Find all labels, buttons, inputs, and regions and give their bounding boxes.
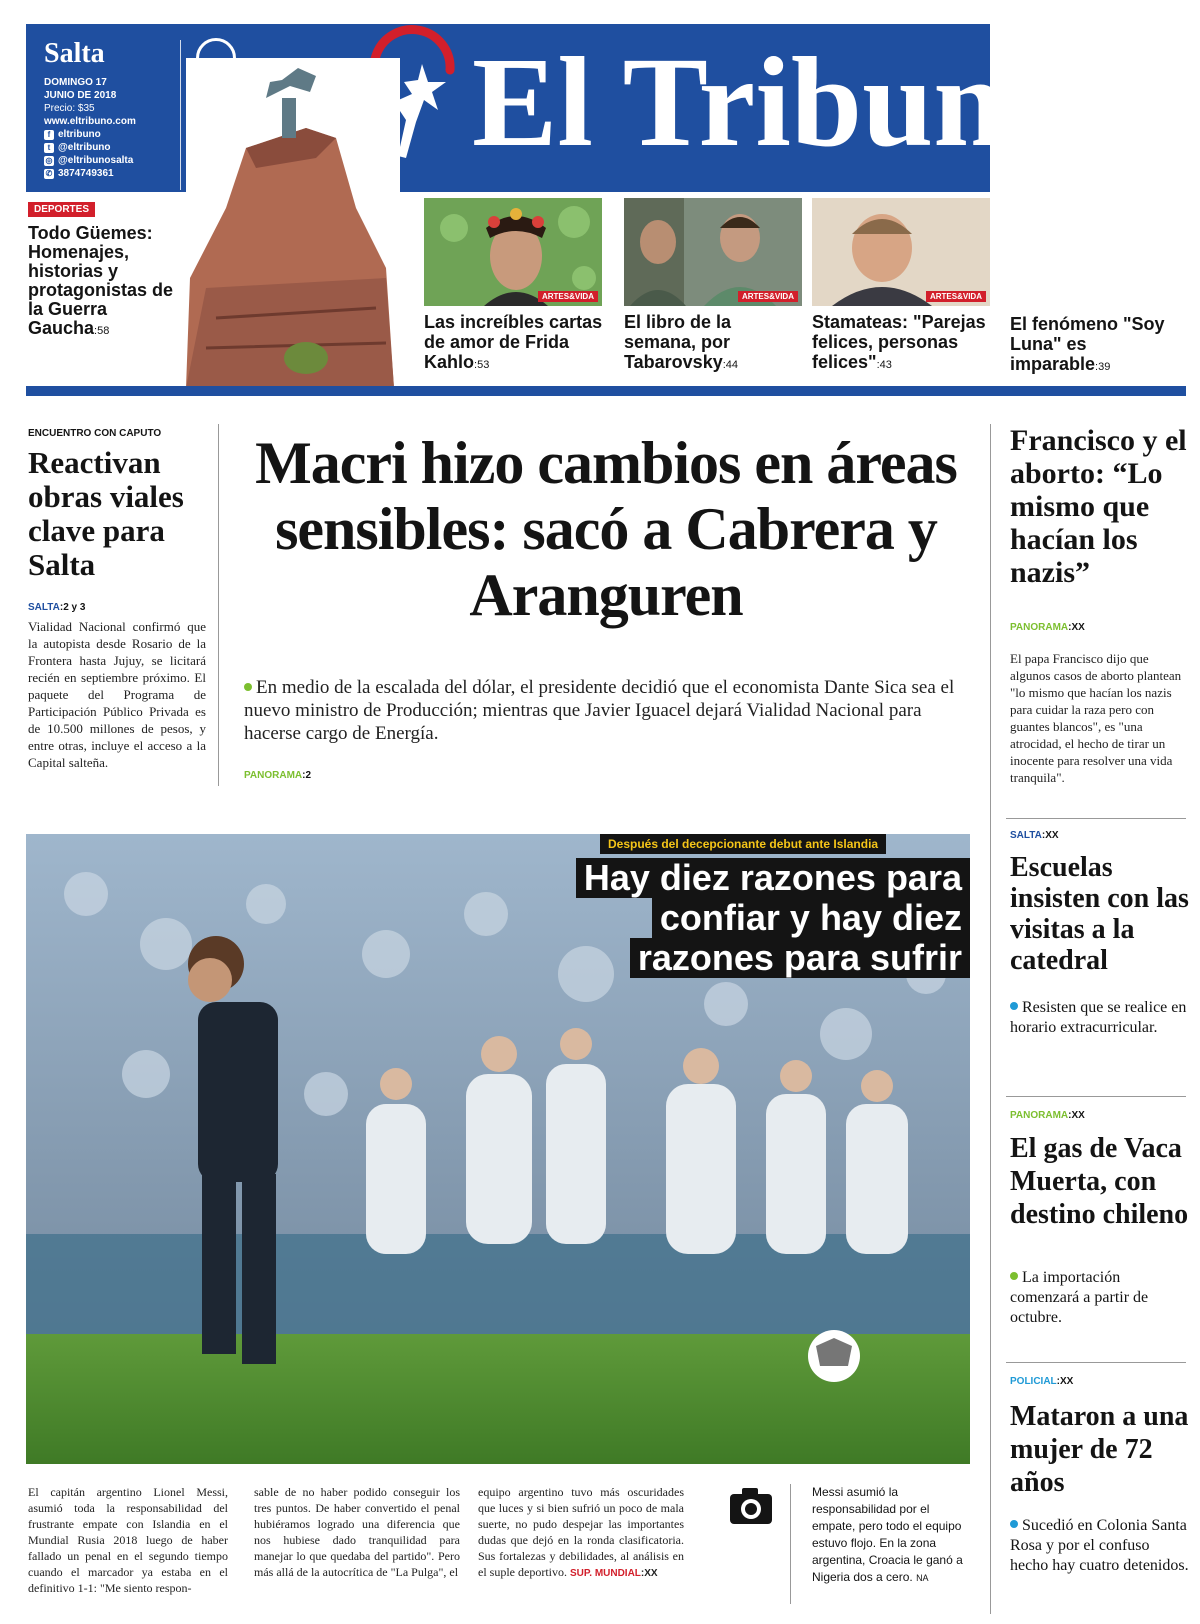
teaser-headline-stamateas[interactable]: Stamateas: "Parejas felices, personas felices":43: [812, 312, 986, 372]
website-link[interactable]: www.eltribuno.com: [44, 116, 136, 127]
photo-headline-line: Hay diez razones para: [576, 858, 970, 898]
frida-photo[interactable]: [424, 198, 602, 306]
photo-caption: Messi asumió la responsabilidad por el empate, pero todo el equipo estuvo flojo. En la zona argentina, Croacia le ganó a Nigeria dos a cero. NA: [812, 1485, 963, 1584]
teaser-label: ARTES&VIDA: [926, 291, 986, 302]
main-section-ref[interactable]: PANORAMA:2: [244, 770, 312, 781]
vaca-muerta-headline[interactable]: El gas de Vaca Muerta, con destino chileno: [1010, 1133, 1189, 1230]
francisco-headline[interactable]: Francisco y el aborto: “Lo mismo que hacían los nazis”: [1010, 424, 1187, 589]
masthead-divider: [180, 40, 181, 190]
policial-deck: Sucedió en Colonia Santa Rosa y por el confuso hecho hay cuatro detenidos.: [1010, 1517, 1189, 1574]
main-headline[interactable]: Macri hizo cambios en áreas sensibles: sacó a Cabrera y Aranguren: [255, 430, 957, 628]
date-line-2: JUNIO DE 2018: [44, 90, 117, 101]
column-divider: [990, 424, 991, 1614]
whatsapp-icon: ✆: [45, 168, 53, 178]
story-divider: [1006, 1096, 1186, 1097]
price: Precio: $35: [44, 103, 95, 114]
twitter-link[interactable]: t @eltribuno: [44, 141, 136, 154]
photo-headline[interactable]: [490, 858, 970, 998]
francisco-body: El papa Francisco dijo que algunos casos de aborto plantean "lo mismo que hacían los nazis para cuidar la raza pero con guantes blancos", es "una atrocidad, el hecho de tirar un inocente para resolver una vida tranquila".: [1010, 651, 1182, 785]
bullet-icon: [244, 683, 252, 691]
left-kicker: ENCUENTRO CON CAPUTO: [28, 428, 162, 439]
newspaper-logo[interactable]: El Tribuno: [472, 31, 1069, 173]
stamateas-photo[interactable]: [812, 198, 990, 306]
escuelas-section-ref[interactable]: SALTA:XX: [1010, 830, 1059, 841]
francisco-section-ref[interactable]: PANORAMA:XX: [1010, 622, 1085, 633]
edition-info: [44, 76, 136, 180]
escuelas-headline[interactable]: Escuelas insisten con las visitas a la catedral: [1010, 852, 1189, 976]
photo-headline-line: razones para sufrir: [630, 938, 970, 978]
photo-headline-line: confiar y hay diez: [652, 898, 970, 938]
left-section-ref[interactable]: SALTA:2 y 3: [28, 602, 86, 613]
caption-column-2: sable de no haber podido conseguir los tres puntos. De haber convertido el penal hubiéramos logrado una diferencia que nos hubiese dado tranquilidad para manejar lo que quedaba del partido". Pero más allá de la autocrítica de "La Pulga", el: [254, 1485, 460, 1579]
edition-city: Salta: [44, 38, 105, 69]
left-headline[interactable]: Reactivan obras viales clave para Salta: [28, 445, 184, 582]
bullet-icon: [1010, 1002, 1018, 1010]
caption-column-3: equipo argentino tuvo más oscuridades que luces y si bien sufrió un poco de mala suerte, no pudo despejar las importantes dudas que dejó en la ronda clasificatoria. Sus fortalezas y debilidades, al análisis en el suple deportivo. SUP. MUNDIAL:XX: [478, 1485, 684, 1579]
caption-divider: [790, 1484, 791, 1604]
caption-column-1: El capitán argentino Lionel Messi, asumió toda la responsabilidad del frustrante empate con Islandia en el Mundial Rusia 2018 luego de haber fallado un penal en el segundo tiempo cuando el marcador ya estaba en el definitivo 1-1: "Me siento respon-: [28, 1485, 228, 1595]
camera-icon: [728, 1486, 774, 1526]
main-deck: En medio de la escalada del dólar, el presidente decidió que el economista Dante Sica sea el nuevo ministro de Producción; mientras que Javier Iguacel dejará Vialidad Nacional para hacerse cargo de Energía.: [244, 677, 955, 744]
facebook-link[interactable]: f eltribuno: [44, 128, 136, 141]
story-divider: [1006, 1362, 1186, 1363]
whatsapp-link[interactable]: ✆ 3874749361: [45, 168, 114, 179]
photo-kicker: Después del decepcionante debut ante Islandia: [600, 834, 886, 854]
vaca-muerta-deck: La importación comenzará a partir de octubre.: [1010, 1269, 1149, 1326]
facebook-icon: f: [44, 130, 54, 140]
teaser-headline-soy-luna[interactable]: El fenómeno "Soy Luna" es imparable:39: [1010, 314, 1165, 374]
policial-headline[interactable]: Mataron a una mujer de 72 años: [1010, 1401, 1189, 1498]
monument-photo[interactable]: [186, 58, 400, 388]
left-body: Vialidad Nacional confirmó que la autopista desde Rosario de la Frontera hasta Jujuy, se licitará recién en septiembre próximo. El paquete del Programa de Participación Público Privada es de 10.500 millones de pesos, y entre otras, incluye el acceso a la Capital salteña.: [28, 619, 206, 770]
teaser-label: ARTES&VIDA: [538, 291, 598, 302]
instagram-icon: ◎: [45, 155, 53, 165]
section-rule: [26, 386, 1186, 396]
teaser-headline-frida[interactable]: Las increíbles cartas de amor de Frida Kahlo:53: [424, 312, 603, 372]
teaser-label: ARTES&VIDA: [738, 291, 798, 302]
tabarovsky-image: [624, 198, 802, 306]
section-tag-deportes: DEPORTES: [28, 202, 95, 217]
teaser-headline-libro[interactable]: El libro de la semana, por Tabarovsky:44: [624, 312, 739, 372]
policial-section-ref[interactable]: POLICIAL:XX: [1010, 1376, 1074, 1387]
tabarovsky-photo[interactable]: [624, 198, 802, 306]
bullet-icon: [1010, 1272, 1018, 1280]
stamateas-image: [812, 198, 990, 306]
escuelas-deck: Resisten que se realice en horario extracurricular.: [1010, 999, 1187, 1036]
instagram-link[interactable]: ◎ @eltribunosalta: [45, 155, 134, 166]
twitter-icon: t: [44, 143, 54, 153]
column-divider: [218, 424, 219, 786]
frida-image: [424, 198, 602, 306]
bullet-icon: [1010, 1520, 1018, 1528]
sport-headline[interactable]: Todo Güemes: Homenajes, historias y protagonistas de la Guerra Gaucha:58: [28, 223, 174, 338]
date-line-1: DOMINGO 17: [44, 77, 107, 88]
story-divider: [1006, 818, 1186, 819]
vaca-muerta-section-ref[interactable]: PANORAMA:XX: [1010, 1110, 1085, 1121]
